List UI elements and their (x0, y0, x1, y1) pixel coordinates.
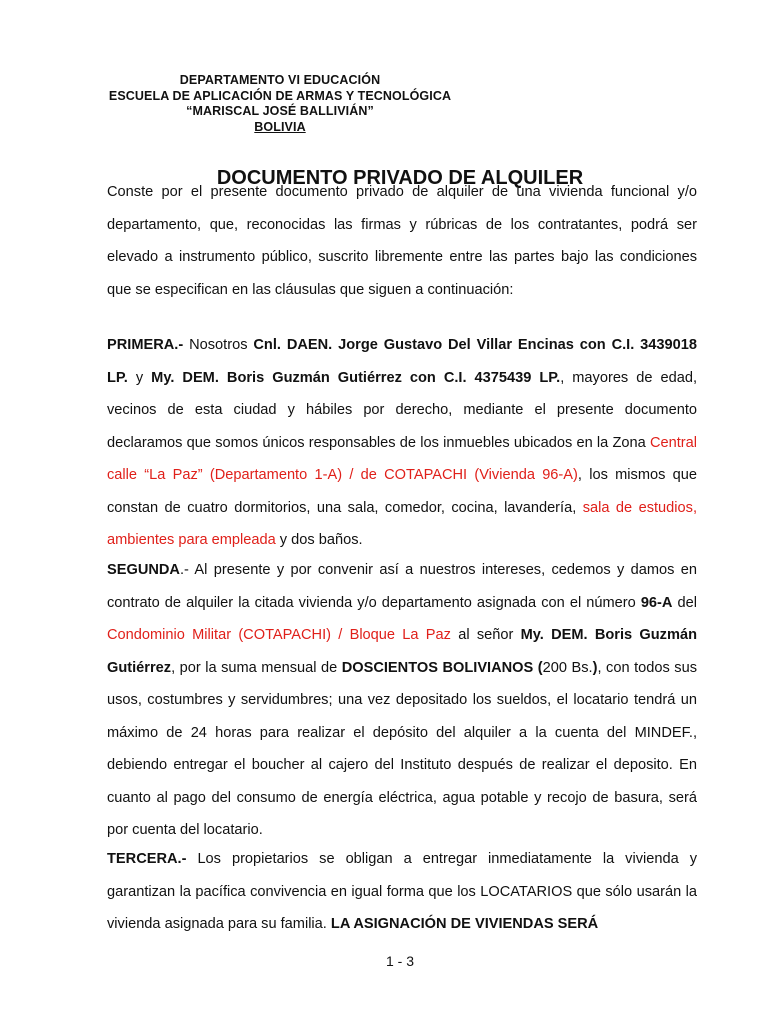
unit-number: 96-A (640, 594, 673, 611)
document-title: DOCUMENTO PRIVADO DE ALQUILER (216, 167, 584, 189)
highlight-location: Central calle “La Paz” (Departamento 1-A) / de COTAPACHI (Vivienda 96-A) (107, 434, 697, 483)
clause-text: , los mismos que constan de cuatro dormitorios, una sala, comedor, cocina, lavandería, (107, 467, 697, 516)
clause-text: Los propietarios se obligan a entregar inmediatamente la vivienda y garantizan la pacífica convivencia en igual forma que los LOCATARIOS que sólo usarán la vivienda asignada para su familia. (107, 851, 697, 932)
party-2: My. DEM. Boris Guzmán Gutiérrez con C.I. 4375439 LP. (151, 369, 561, 386)
clause-tercera (107, 843, 697, 941)
intro-paragraph: Conste por el presente documento privado de alquiler de una vivienda funcional y/o departamento, que, reconocidas las firmas y rúbricas de los contratantes, podrá ser elevado a instrumento público, suscrito libremente entre las partes bajo las condiciones que se especifican en las cláusulas que siguen a continuación: (107, 184, 697, 298)
clause-text: .- Al presente y por convenir así a nuestros intereses, cedemos y damos en contrato de alquiler la citada vivienda y/o departamento asignada con el número (107, 562, 697, 611)
clause-text: y dos baños. (275, 532, 363, 548)
header-school: ESCUELA DE APLICACIÓN DE ARMAS Y TECNOLÓGICA (108, 89, 452, 103)
amount-close: ) (592, 659, 598, 676)
clause-segunda (107, 554, 697, 847)
clause-label: TERCERA.- (107, 851, 187, 867)
highlight-rooms: sala de estudios, ambientes para empleada (107, 499, 698, 548)
header-department: DEPARTAMENTO VI EDUCACIÓN (179, 73, 381, 87)
header-country: BOLIVIA (254, 120, 306, 134)
clause-label: SEGUNDA (107, 562, 180, 578)
amount-words: DOSCIENTOS BOLIVIANOS ( (341, 659, 543, 676)
clause-text: al señor (450, 627, 521, 643)
clause-emphasis: LA ASIGNACIÓN DE VIVIENDAS SERÁ (330, 916, 599, 932)
amount-number: 200 Bs. (542, 659, 593, 676)
clause-text: , mayores de edad, vecinos de esta ciudad y hábiles por derecho, mediante el presente documento declaramos que somos únicos responsables de los inmuebles ubicados en la Zona (107, 369, 698, 451)
clause-text: , por la suma mensual de (171, 659, 342, 676)
highlight-condominium: Condominio Militar (COTAPACHI) / Bloque La Paz (107, 627, 451, 643)
header-school-name: “MARISCAL JOSÉ BALLIVIÁN” (186, 104, 374, 118)
clause-text: Nosotros (183, 337, 254, 353)
clause-text: y (127, 369, 152, 386)
page-number: 1 - 3 (385, 953, 414, 969)
clause-label: PRIMERA.- (107, 337, 184, 353)
clause-primera (107, 329, 697, 557)
clause-text: , con todos sus usos, costumbres y servidumbres; una vez depositado los sueldos, el locatario tendrá un máximo de 24 horas para realizar el depósito del alquiler a la cuenta del MINDEF., debiendo entregar el boucher al cajero del Instituto después de realizar el deposito. En cuanto al pago del consumo de energía eléctrica, agua potable y recojo de basura, será por cuenta del locatario. (107, 659, 697, 838)
tenant-name: My. DEM. Boris Guzmán Gutiérrez (107, 627, 697, 676)
clause-text: del (672, 594, 697, 611)
party-1: Cnl. DAEN. Jorge Gustavo Del Villar Encinas con C.I. 3439018 LP. (107, 337, 697, 386)
